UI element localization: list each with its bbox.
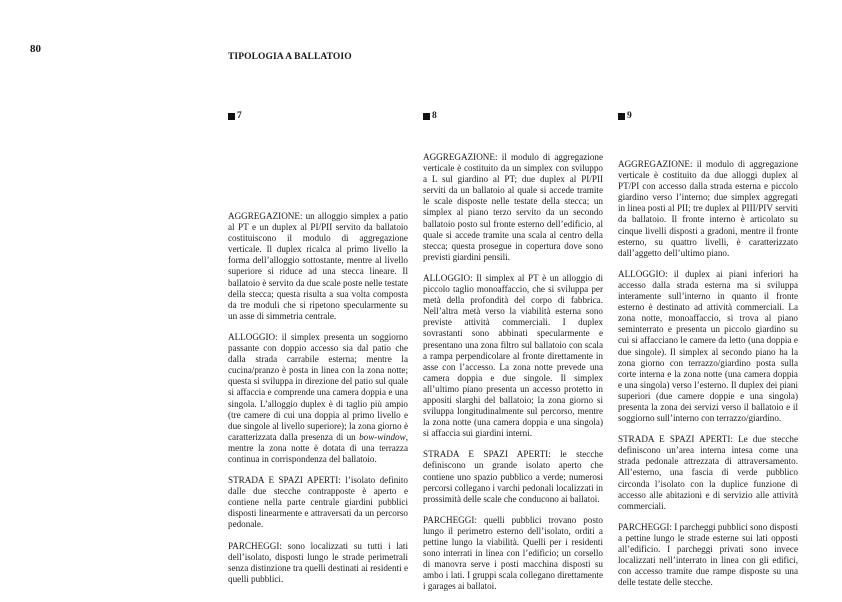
italic-term: bow-window (359, 431, 406, 442)
paragraph-alloggio: ALLOGGIO: Il simplex al PT è un alloggio di piccolo taglio monoaffaccio, che si sviluppa per metà della profondità del corpo di fabbrica. Nell’altra metà verso la viabilità esterna sono previste attività commerciali. I duplex sovrastanti sono abbinati specularmente e presentano una zona filtro sul ballatoio con scala a rampa perpendicolare al fronte direttamente in asse con l’accesso. La zona notte prevede una camera doppia e due singole. Il simplex all’ultimo piano presenta un accesso protetto in appositi slarghi del ballatoio; la zona giorno si sviluppa longitudinalmente sul percorso, mentre la zona notte (una camera doppia e una singola) si affaccia sui giardini interni. (423, 272, 603, 439)
paragraph-strada: STRADA E SPAZI APERTI: Le due stecche definiscono un’area interna intesa come una strada pedonale attrezzata di attraversamento. All’esterno, una fascia di verde pubblico circonda l’isolato con la duplice funzione di accesso alle abitazioni e di servizio alle attività commerciali. (618, 434, 798, 511)
column-8 (423, 152, 603, 602)
marker-label: 8 (432, 111, 437, 121)
paragraph-strada: STRADA E SPAZI APERTI: l’isolato definito dalle due stecche contrapposte è aperto e contiene nella parte centrale giardini pubblici disposti linearmente e attraversati da un percorso pedonale. (228, 475, 408, 530)
paragraph-alloggio: ALLOGGIO: il duplex ai piani inferiori ha accesso dalla strada esterna ma si sviluppa interamente sull’interno in quanto il fronte esterno è destinato ad attività commerciali. La zona notte, monoaffaccio, si trova al piano seminterrato e presenta un piccolo giardino su cui si affacciano le camere da letto (una doppia e due singole). Il simplex al secondo piano ha la zona giorno con terrazzo/giardino posta sulla corte interna e la zona notte (una camera doppia e una singola) verso l’esterno. Il duplex dei piani superiori (due camere doppie e una singola) presenta la zona dei servizi verso il ballatoio e il soggiorno sull’interno con terrazzo/giardino. (618, 268, 798, 424)
column-7 (228, 211, 408, 595)
black-square-icon (618, 113, 625, 120)
column-9 (618, 159, 798, 598)
section-marker-9 (618, 111, 632, 121)
black-square-icon (423, 113, 430, 120)
paragraph-parcheggi: PARCHEGGI: I parcheggi pubblici sono disposti a pettine lungo le strade esterne sui lati opposti all’edificio. I parcheggi privati sono invece localizzati nell’interrato in linea con gli edifici, con accesso tramite due rampe disposte su una delle testate delle stecche. (618, 521, 798, 588)
paragraph-aggregazione: AGGREGAZIONE: un alloggio simplex a patio al PT e un duplex al PI/PII servito da ballatoio costituiscono il modulo di aggregazione verticale. Il duplex ricalca al primo livello la forma dell’alloggio sottostante, mentre al livello superiore si riduce ad una stecca lineare. Il ballatoio è servito da due scale poste nelle testate della stecca; questa risulta a sua volta composta da tre moduli che si ripetono specularmente su un asse di simmetria centrale. (228, 211, 408, 321)
section-marker-7 (228, 111, 242, 121)
paragraph-strada: STRADA E SPAZI APERTI: le stecche definiscono un grande isolato aperto che contiene uno spazio pubblico a verde; numerosi percorsi collegano i varchi pedonali localizzati in prossimità delle scale che conducono ai ballatoi. (423, 449, 603, 504)
text-run: ALLOGGIO: il simplex presenta un soggiorno passante con doppio accesso sia dal patio che dalla strada carrabile esterna; mentre la cucina/pranzo è posta in linea con la zona notte; questa si sviluppa in direzione del patio sul quale si affaccia e comprende una camera doppia e una singola. L’alloggio duplex è di taglio più ampio (tre camere di cui una doppia al primo livello e due singole al livello superiore); la zona giorno è caratterizzata dalla presenza di un (228, 331, 408, 442)
marker-label: 9 (627, 111, 632, 121)
marker-label: 7 (237, 111, 242, 121)
paragraph-parcheggi: PARCHEGGI: quelli pubblici trovano posto lungo il perimetro esterno dell’isolato, orditi a pettine lungo la viabilità. Quelli per i residenti sono interrati in linea con l’edificio; un corsello di manovra serve i posti macchina disposti su ambo i lati. I gruppi scala collegano direttamente i garages ai ballatoi. (423, 514, 603, 592)
paragraph-aggregazione: AGGREGAZIONE: il modulo di aggregazione verticale è costituito da due alloggi duplex al PT/PI con accesso dalla strada esterna e piccolo giardino verso l’interno; due simplex aggregati in linea posti al PII; tre duplex al PIII/PIV serviti da ballatoio. Il fronte interno è articolato su cinque livelli disposti a gradoni, mentre il fronte esterno, su quattro livelli, è caratterizzato dall’aggetto dell’ultimo piano. (618, 159, 798, 258)
paragraph-parcheggi: PARCHEGGI: sono localizzati su tutti i lati dell’isolato, disposti lungo le strade perimetrali senza distinzione tra quelli destinati ai residenti e quelli pubblici. (228, 540, 408, 584)
page-title: TIPOLOGIA A BALLATOIO (228, 52, 352, 62)
paragraph-aggregazione: AGGREGAZIONE: il modulo di aggregazione verticale è costituito da un simplex con sviluppo a L sul giardino al PT; due duplex al PI/PII serviti da un ballatoio al quale si accede tramite le scale disposte nelle testate della stecca; un simplex al piano terzo servito da un secondo ballatoio posto sul fronte esterno dell’edificio, al quale si accede tramite una scala al centro della stecca; questa prosegue in copertura dove sono previsti giardini pensili. (423, 152, 603, 262)
black-square-icon (228, 113, 235, 120)
section-marker-8 (423, 111, 437, 121)
text-run: , mentre la zona notte è dotata di una terrazza continua in corrispondenza del ballatoio. (228, 431, 408, 464)
paragraph-alloggio (228, 332, 408, 465)
page-number: 80 (30, 43, 41, 55)
